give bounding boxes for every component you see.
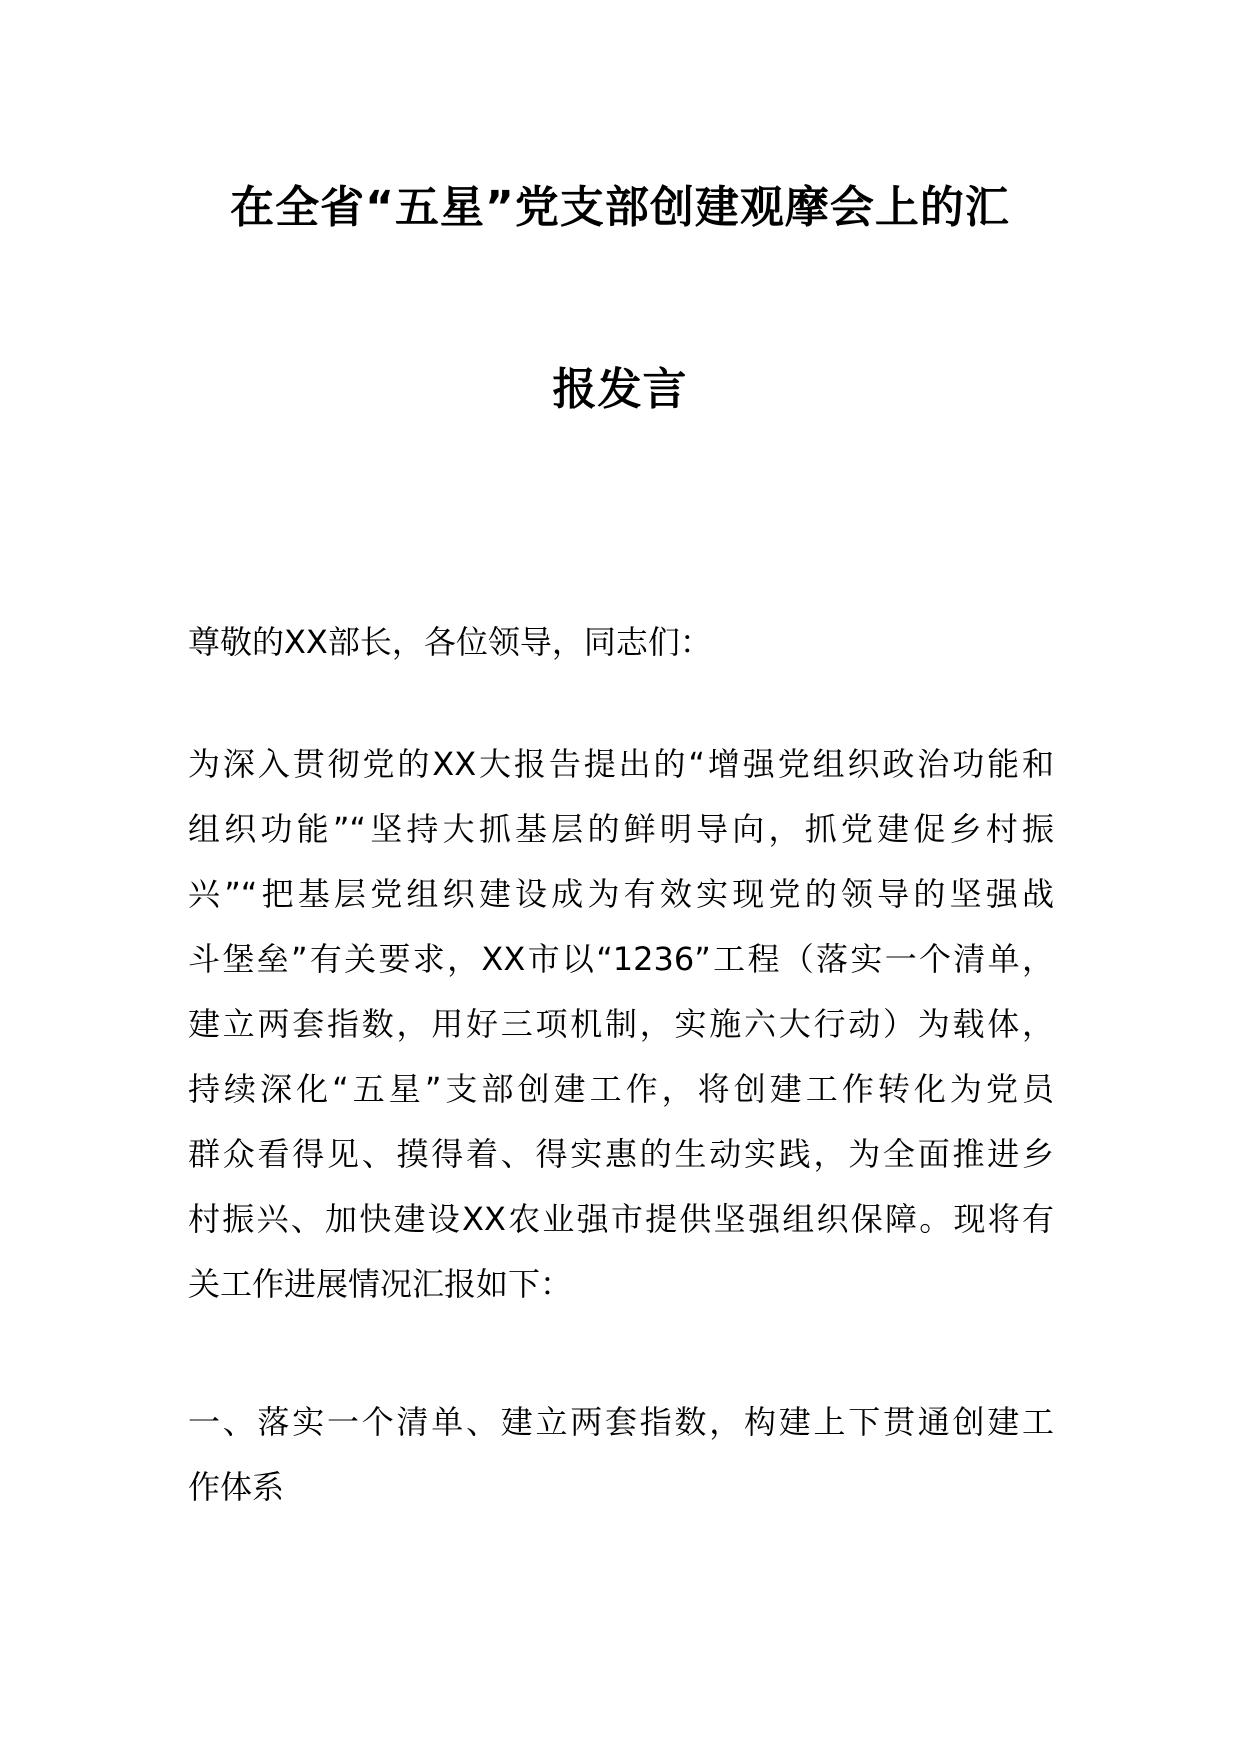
paragraph-line: 斗堡垒”有关要求，XX市以“1236”工程（落实一个清单，: [188, 940, 1054, 978]
section-heading-1: [188, 1390, 1054, 1520]
salutation-text: 尊敬的XX部长，各位领导，同志们：: [188, 623, 712, 661]
paragraph-1: [188, 732, 1054, 1317]
section-heading-line: 一、落实一个清单、建立两套指数，构建上下贯通创建工: [188, 1403, 1054, 1441]
section-heading-line: 作体系: [188, 1468, 285, 1506]
paragraph-line: 持续深化“五星”支部创建工作，将创建工作转化为党员: [188, 1070, 1054, 1108]
salutation: [188, 610, 1054, 675]
paragraph-line: 村振兴、加快建设XX农业强市提供坚强组织保障。现将有: [188, 1200, 1054, 1238]
document-title-line-1: 在全省“五星”党支部创建观摩会上的汇: [230, 182, 1010, 233]
paragraph-line: 关工作进展情况汇报如下：: [188, 1265, 573, 1303]
paragraph-line: 组织功能”“坚持大抓基层的鲜明导向，抓党建促乡村振: [188, 810, 1054, 848]
paragraph-line: 为深入贯彻党的XX大报告提出的“增强党组织政治功能和: [188, 745, 1054, 783]
document-title-line-2: 报发言: [552, 364, 688, 415]
paragraph-line: 兴”“把基层党组织建设成为有效实现党的领导的坚强战: [188, 875, 1054, 913]
paragraph-line: 群众看得见、摸得着、得实惠的生动实践，为全面推进乡: [188, 1135, 1054, 1173]
paragraph-line: 建立两套指数，用好三项机制，实施六大行动）为载体，: [188, 1005, 1054, 1043]
